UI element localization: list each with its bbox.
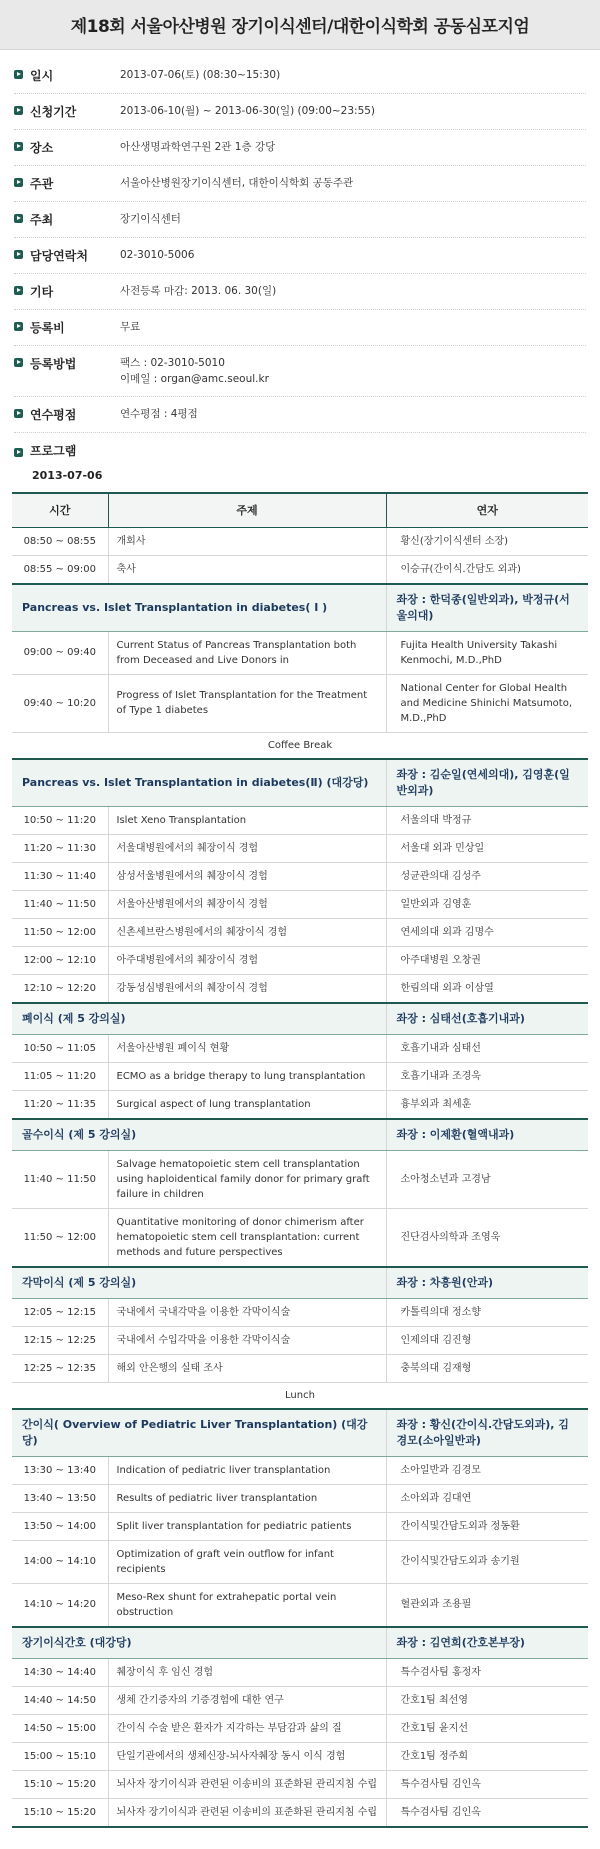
info-value	[120, 67, 280, 83]
time-cell: 11:20 ~ 11:35	[12, 1090, 108, 1119]
info-row	[14, 397, 586, 433]
time-cell: 14:30 ~ 14:40	[12, 1658, 108, 1686]
table-row	[12, 1034, 588, 1062]
time-cell: 14:40 ~ 14:50	[12, 1686, 108, 1714]
time-cell: 10:50 ~ 11:05	[12, 1034, 108, 1062]
topic-cell: 해외 안은행의 실태 조사	[108, 1354, 386, 1382]
speaker-cell: National Center for Global Health and Medicine Shinichi Matsumoto, M.D.,PhD	[386, 674, 588, 732]
time-cell: 14:10 ~ 14:20	[12, 1583, 108, 1627]
info-row	[14, 166, 586, 202]
info-value-line: 02-3010-5006	[120, 249, 195, 261]
topic-cell: Salvage hematopoietic stem cell transplantation using haploidentical family donor for primary graft failure in children	[108, 1150, 386, 1208]
session-chair: 좌장 : 김순일(연세의대), 김영훈(일반외과)	[386, 759, 588, 807]
table-row	[12, 1298, 588, 1326]
session-chair: 좌장 : 차흥원(안과)	[386, 1267, 588, 1299]
table-row	[12, 890, 588, 918]
table-row	[12, 1484, 588, 1512]
session-title: 장기이식간호 (대강당)	[12, 1627, 386, 1659]
table-row	[12, 1540, 588, 1583]
info-label: 신청기간	[30, 105, 77, 119]
bullet-arrow-icon	[14, 142, 23, 151]
table-row	[12, 555, 588, 584]
break-row	[12, 1382, 588, 1409]
info-value-line: 연수평점 : 4평점	[120, 408, 198, 420]
session-header-row	[12, 1119, 588, 1151]
speaker-cell: 혈관외과 조용필	[386, 1583, 588, 1627]
speaker-cell: 특수검사팀 김인옥	[386, 1770, 588, 1798]
header-topic: 주제	[108, 493, 386, 527]
table-row	[12, 1512, 588, 1540]
speaker-cell: 간호1팀 최선영	[386, 1686, 588, 1714]
table-header-row	[12, 493, 588, 527]
info-row	[14, 274, 586, 310]
session-header-row	[12, 1409, 588, 1457]
topic-cell: Surgical aspect of lung transplantation	[108, 1090, 386, 1119]
bullet-arrow-icon	[14, 358, 23, 367]
break-row	[12, 732, 588, 759]
topic-cell: 서울대병원에서의 췌장이식 경험	[108, 834, 386, 862]
info-value-line: 이메일 : organ@amc.seoul.kr	[120, 373, 269, 385]
bullet-arrow-icon	[14, 214, 23, 223]
topic-cell: Islet Xeno Transplantation	[108, 806, 386, 834]
program-heading	[0, 433, 600, 463]
session-chair: 좌장 : 심태선(호흡기내과)	[386, 1003, 588, 1035]
bullet-arrow-icon	[14, 286, 23, 295]
topic-cell: 개회사	[108, 527, 386, 555]
program-date: 2013-07-06	[32, 469, 103, 482]
info-value-line: 무료	[120, 321, 141, 333]
info-label: 담당연락처	[30, 249, 88, 263]
speaker-cell: 서울대 외과 민상일	[386, 834, 588, 862]
time-cell: 11:20 ~ 11:30	[12, 834, 108, 862]
table-row	[12, 631, 588, 674]
topic-cell: 국내에서 국내각막을 이용한 각막이식술	[108, 1298, 386, 1326]
time-cell: 15:10 ~ 15:20	[12, 1798, 108, 1827]
topic-cell: Split liver transplantation for pediatric patients	[108, 1512, 386, 1540]
header-time: 시간	[12, 493, 108, 527]
time-cell: 10:50 ~ 11:20	[12, 806, 108, 834]
speaker-cell: 소아외과 김대연	[386, 1484, 588, 1512]
topic-cell: 서울아산병원에서의 췌장이식 경험	[108, 890, 386, 918]
title-bar	[0, 0, 600, 50]
table-row	[12, 1208, 588, 1267]
info-label: 주관	[30, 177, 54, 191]
time-cell: 15:00 ~ 15:10	[12, 1742, 108, 1770]
time-cell: 11:40 ~ 11:50	[12, 890, 108, 918]
table-row	[12, 1354, 588, 1382]
info-row	[14, 94, 586, 130]
time-cell: 08:55 ~ 09:00	[12, 555, 108, 584]
time-cell: 12:10 ~ 12:20	[12, 974, 108, 1003]
info-label: 주최	[30, 213, 54, 227]
topic-cell: 축사	[108, 555, 386, 584]
info-label: 일시	[30, 69, 54, 83]
topic-cell: 생체 간기증자의 기증경험에 대한 연구	[108, 1686, 386, 1714]
session-header-row	[12, 759, 588, 807]
session-header-row	[12, 1627, 588, 1659]
time-cell: 13:40 ~ 13:50	[12, 1484, 108, 1512]
time-cell: 11:30 ~ 11:40	[12, 862, 108, 890]
break-label: Lunch	[12, 1382, 588, 1409]
speaker-cell: 일반외과 김영훈	[386, 890, 588, 918]
session-chair: 좌장 : 김연희(간호본부장)	[386, 1627, 588, 1659]
table-row	[12, 1798, 588, 1827]
speaker-cell: 호흡기내과 조경욱	[386, 1062, 588, 1090]
info-row	[14, 310, 586, 346]
table-row	[12, 1742, 588, 1770]
table-row	[12, 1714, 588, 1742]
topic-cell: Optimization of graft vein outflow for infant recipients	[108, 1540, 386, 1583]
speaker-cell: 황신(장기이식센터 소장)	[386, 527, 588, 555]
speaker-cell: 간이식및간담도외과 송기원	[386, 1540, 588, 1583]
topic-cell: 신촌세브란스병원에서의 췌장이식 경험	[108, 918, 386, 946]
session-chair: 좌장 : 황신(간이식.간담도외과), 김경모(소아일반과)	[386, 1409, 588, 1457]
info-label: 등록방법	[30, 357, 77, 371]
table-row	[12, 918, 588, 946]
speaker-cell: 소아청소년과 고경남	[386, 1150, 588, 1208]
time-cell: 11:40 ~ 11:50	[12, 1150, 108, 1208]
topic-cell: 아주대병원에서의 췌장이식 경험	[108, 946, 386, 974]
info-value	[120, 211, 181, 227]
table-row	[12, 527, 588, 555]
time-cell: 08:50 ~ 08:55	[12, 527, 108, 555]
time-cell: 14:50 ~ 15:00	[12, 1714, 108, 1742]
time-cell: 11:05 ~ 11:20	[12, 1062, 108, 1090]
info-value-line: 서울아산병원장기이식센터, 대한이식학회 공동주관	[120, 177, 354, 189]
info-row	[14, 202, 586, 238]
table-row	[12, 1150, 588, 1208]
bullet-arrow-icon	[14, 409, 23, 418]
table-row	[12, 1456, 588, 1484]
table-row	[12, 1658, 588, 1686]
topic-cell: Indication of pediatric liver transplantation	[108, 1456, 386, 1484]
session-header-row	[12, 1267, 588, 1299]
info-value	[120, 139, 275, 155]
speaker-cell: 성균관의대 김성주	[386, 862, 588, 890]
table-row	[12, 1686, 588, 1714]
topic-cell: Meso-Rex shunt for extrahepatic portal vein obstruction	[108, 1583, 386, 1627]
info-value-line: 아산생명과학연구원 2관 1층 강당	[120, 141, 276, 153]
info-value-line: 장기이식센터	[120, 213, 181, 225]
speaker-cell: 간이식및간담도외과 정동환	[386, 1512, 588, 1540]
time-cell: 12:15 ~ 12:25	[12, 1326, 108, 1354]
speaker-cell: 연세의대 외과 김명수	[386, 918, 588, 946]
info-label: 기타	[30, 285, 54, 299]
page-title: 제18회 서울아산병원 장기이식센터/대한이식학회 공동심포지엄	[70, 17, 530, 37]
info-value	[120, 406, 198, 422]
topic-cell: Progress of Islet Transplantation for the Treatment of Type 1 diabetes	[108, 674, 386, 732]
time-cell: 15:10 ~ 15:20	[12, 1770, 108, 1798]
speaker-cell: 충북의대 김재형	[386, 1354, 588, 1382]
info-value-line: 사전등록 마감: 2013. 06. 30(일)	[120, 285, 277, 297]
session-title: 골수이식 (제 5 강의실)	[12, 1119, 386, 1151]
info-value	[120, 283, 276, 299]
time-cell: 12:25 ~ 12:35	[12, 1354, 108, 1382]
table-row	[12, 674, 588, 732]
topic-cell: 뇌사자 장기이식과 관련된 이송비의 표준화된 관리지침 수립	[108, 1798, 386, 1827]
info-value	[120, 103, 375, 119]
bullet-arrow-icon	[14, 106, 23, 115]
info-row	[14, 238, 586, 274]
speaker-cell: 간호1팀 윤지선	[386, 1714, 588, 1742]
topic-cell: 뇌사자 장기이식과 관련된 이송비의 표준화된 관리지침 수립	[108, 1770, 386, 1798]
info-label: 장소	[30, 141, 54, 155]
info-value	[120, 247, 194, 263]
topic-cell: 국내에서 수입각막을 이용한 각막이식술	[108, 1326, 386, 1354]
table-row	[12, 1062, 588, 1090]
topic-cell: Quantitative monitoring of donor chimerism after hematopoietic stem cell transplantation: current methods and future perspectives	[108, 1208, 386, 1267]
speaker-cell: 흉부외과 최세훈	[386, 1090, 588, 1119]
speaker-cell: 소아일반과 김경모	[386, 1456, 588, 1484]
session-title: Pancreas vs. Islet Transplantation in diabetes( I )	[12, 584, 386, 632]
topic-cell: ECMO as a bridge therapy to lung transplantation	[108, 1062, 386, 1090]
speaker-cell: 이승규(간이식.간담도 외과)	[386, 555, 588, 584]
table-row	[12, 1090, 588, 1119]
info-value-line: 2013-07-06(토) (08:30~15:30)	[120, 69, 281, 81]
table-row	[12, 834, 588, 862]
speaker-cell: 카톨릭의대 정소향	[386, 1298, 588, 1326]
time-cell: 13:50 ~ 14:00	[12, 1512, 108, 1540]
bullet-arrow-icon	[14, 322, 23, 331]
info-value	[120, 355, 269, 387]
topic-cell: 강동성심병원에서의 췌장이식 경험	[108, 974, 386, 1003]
bullet-arrow-icon	[14, 448, 23, 457]
speaker-cell: 간호1팀 정주희	[386, 1742, 588, 1770]
info-value-line: 팩스 : 02-3010-5010	[120, 357, 225, 369]
session-title: 간이식( Overview of Pediatric Liver Transplantation) (대강당)	[12, 1409, 386, 1457]
info-value	[120, 175, 353, 191]
session-chair: 좌장 : 이제환(혈액내과)	[386, 1119, 588, 1151]
topic-cell: 간이식 수술 받은 환자가 지각하는 부담감과 삶의 질	[108, 1714, 386, 1742]
info-value	[120, 319, 140, 335]
speaker-cell: 호흡기내과 심태선	[386, 1034, 588, 1062]
session-header-row	[12, 584, 588, 632]
speaker-cell: 아주대병원 오창권	[386, 946, 588, 974]
speaker-cell: 인제의대 김진형	[386, 1326, 588, 1354]
table-row	[12, 1770, 588, 1798]
speaker-cell: 진단검사의학과 조영욱	[386, 1208, 588, 1267]
bullet-arrow-icon	[14, 250, 23, 259]
table-row	[12, 1583, 588, 1627]
time-cell: 14:00 ~ 14:10	[12, 1540, 108, 1583]
program-label: 프로그램	[30, 444, 77, 458]
time-cell: 11:50 ~ 12:00	[12, 918, 108, 946]
speaker-cell: 한림의대 외과 이삼열	[386, 974, 588, 1003]
topic-cell: 단일기관에서의 생체신장-뇌사자췌장 동시 이식 경험	[108, 1742, 386, 1770]
speaker-cell: 특수검사팀 홍정자	[386, 1658, 588, 1686]
topic-cell: 췌장이식 후 임신 경험	[108, 1658, 386, 1686]
session-title: 폐이식 (제 5 강의실)	[12, 1003, 386, 1035]
speaker-cell: 서울의대 박정규	[386, 806, 588, 834]
table-row	[12, 974, 588, 1003]
time-cell: 09:00 ~ 09:40	[12, 631, 108, 674]
speaker-cell: Fujita Health University Takashi Kenmochi, M.D.,PhD	[386, 631, 588, 674]
time-cell: 11:50 ~ 12:00	[12, 1208, 108, 1267]
info-value-line: 2013-06-10(월) ~ 2013-06-30(일) (09:00~23:55)	[120, 105, 376, 117]
info-row	[14, 346, 586, 397]
topic-cell: 서울아산병원 폐이식 현황	[108, 1034, 386, 1062]
info-list	[0, 58, 600, 433]
bullet-arrow-icon	[14, 70, 23, 79]
session-header-row	[12, 1003, 588, 1035]
header-speaker: 연자	[386, 493, 588, 527]
session-title: 각막이식 (제 5 강의실)	[12, 1267, 386, 1299]
break-label: Coffee Break	[12, 732, 588, 759]
bullet-arrow-icon	[14, 178, 23, 187]
info-row	[14, 130, 586, 166]
info-label: 등록비	[30, 321, 65, 335]
topic-cell: Results of pediatric liver transplantation	[108, 1484, 386, 1512]
table-row	[12, 1326, 588, 1354]
table-row	[12, 862, 588, 890]
info-label: 연수평점	[30, 408, 77, 422]
info-row	[14, 58, 586, 94]
schedule-body	[12, 527, 588, 1827]
topic-cell: Current Status of Pancreas Transplantation both from Deceased and Live Donors in	[108, 631, 386, 674]
table-row	[12, 946, 588, 974]
time-cell: 12:05 ~ 12:15	[12, 1298, 108, 1326]
time-cell: 13:30 ~ 13:40	[12, 1456, 108, 1484]
table-row	[12, 806, 588, 834]
speaker-cell: 특수검사팀 김인옥	[386, 1798, 588, 1827]
schedule-table	[12, 492, 588, 1828]
time-cell: 09:40 ~ 10:20	[12, 674, 108, 732]
session-title: Pancreas vs. Islet Transplantation in diabetes(Ⅱ) (대강당)	[12, 759, 386, 807]
time-cell: 12:00 ~ 12:10	[12, 946, 108, 974]
session-chair: 좌장 : 한덕종(일반외과), 박정규(서울의대)	[386, 584, 588, 632]
topic-cell: 삼성서울병원에서의 췌장이식 경험	[108, 862, 386, 890]
